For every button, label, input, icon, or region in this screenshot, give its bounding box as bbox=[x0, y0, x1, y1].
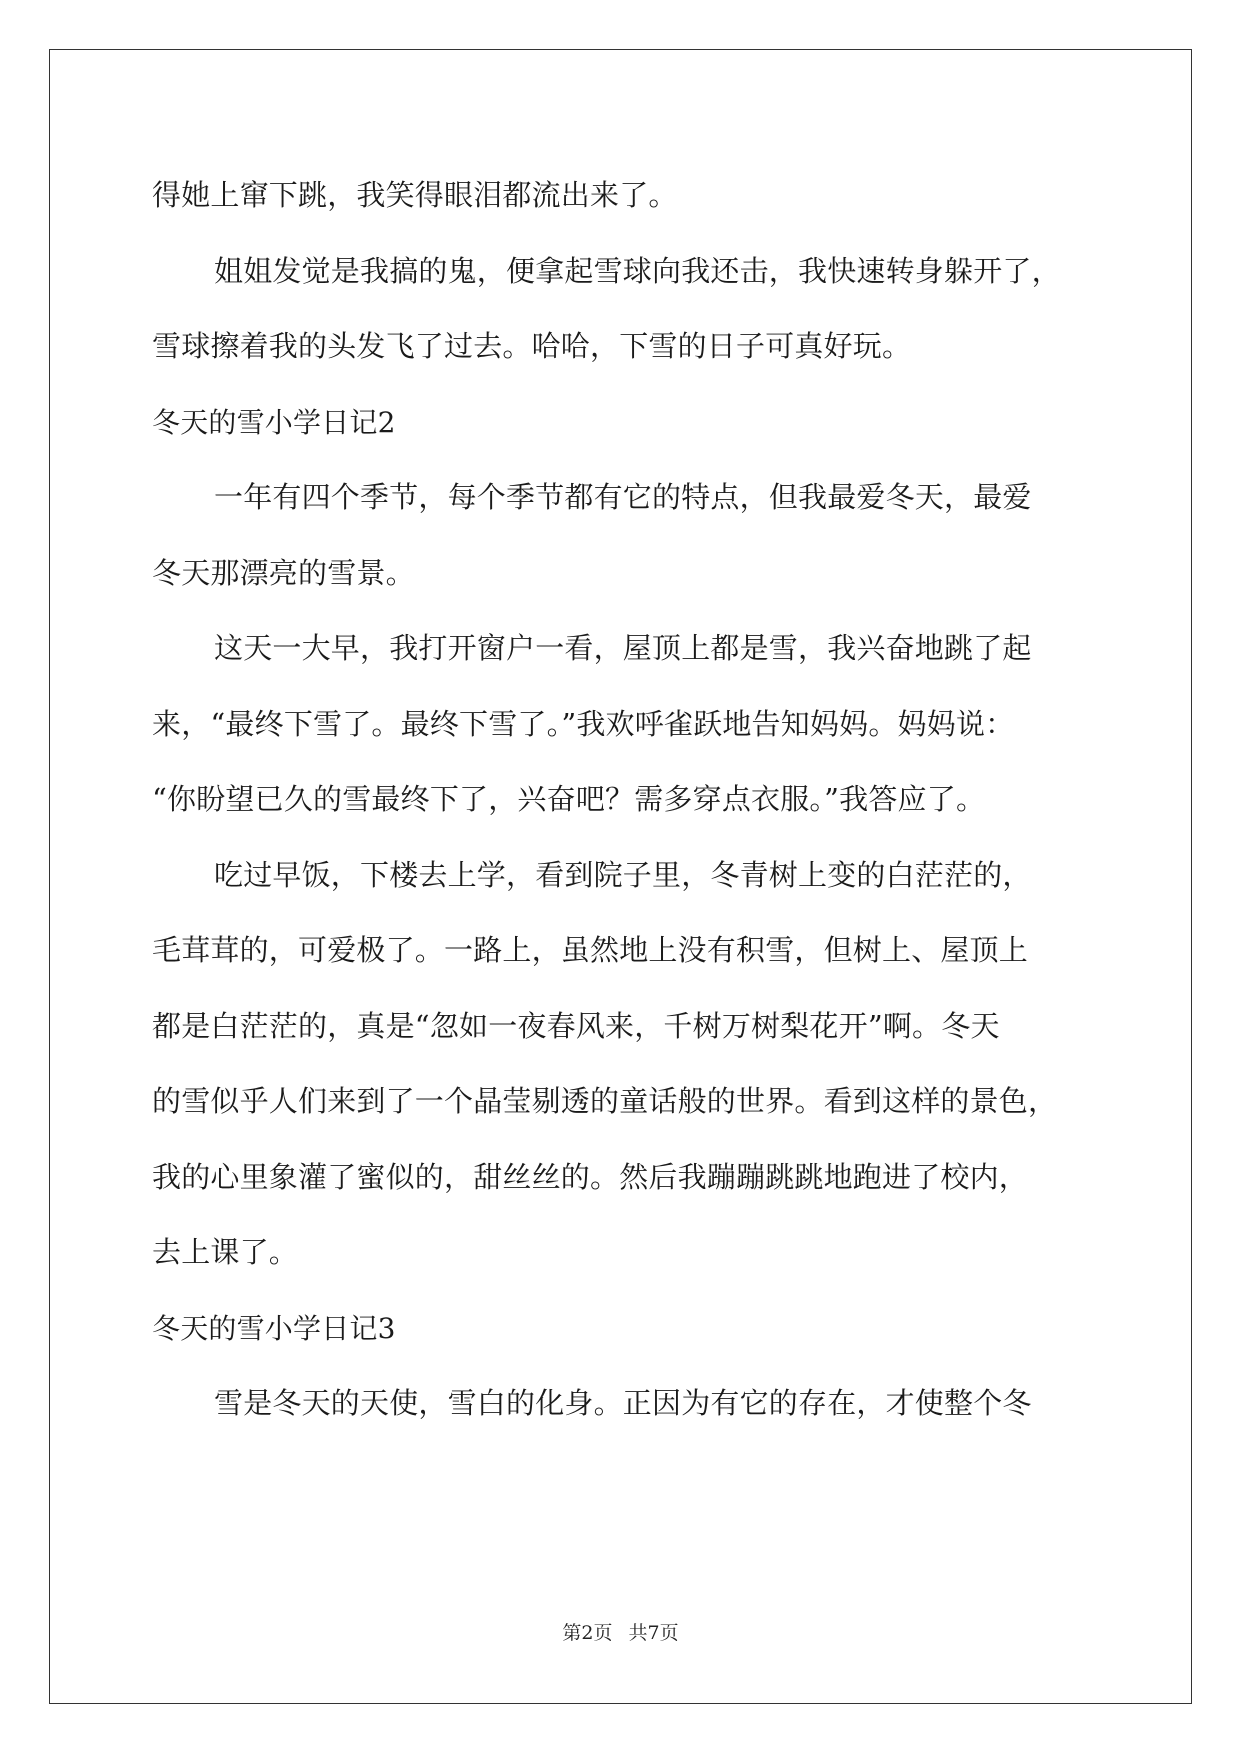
text-line: 雪球擦着我的头发飞了过去。哈哈，下雪的日子可真好玩。 bbox=[152, 329, 912, 363]
text-line: 冬天那漂亮的雪景。 bbox=[152, 555, 415, 590]
text-line: 姐姐发觉是我搞的鬼，便拿起雪球向我还击，我快速转身躲开了， bbox=[214, 253, 1061, 288]
page-total: 共7页 bbox=[628, 1622, 679, 1644]
text-line: 的雪似乎人们来到了一个晶莹剔透的童话般的世界。看到这样的景色， bbox=[152, 1084, 1058, 1118]
text-line: 我的心里象灌了蜜似的，甜丝丝的。然后我蹦蹦跳跳地跑进了校内， bbox=[152, 1159, 1029, 1194]
text-line: 毛茸茸的，可爱极了。一路上，虽然地上没有积雪，但树上、屋顶上 bbox=[152, 933, 1029, 967]
section-heading: 冬天的雪小学日记3 bbox=[152, 1311, 396, 1345]
document-body bbox=[152, 158, 1112, 1442]
text-line: 雪是冬天的天使，雪白的化身。正因为有它的存在，才使整个冬 bbox=[214, 1386, 1032, 1420]
section-heading: 冬天的雪小学日记2 bbox=[152, 405, 396, 439]
text-line: 得她上窜下跳，我笑得眼泪都流出来了。 bbox=[152, 178, 678, 212]
text-line: 来，“最终下雪了。最终下雪了。”我欢呼雀跃地告知妈妈。妈妈说： bbox=[152, 706, 1015, 741]
page-number: 第2页 bbox=[562, 1622, 613, 1644]
text-line: 这天一大早，我打开窗户一看，屋顶上都是雪，我兴奋地跳了起 bbox=[214, 631, 1032, 665]
text-line: “你盼望已久的雪最终下了，兴奋吧？需多穿点衣服。”我答应了。 bbox=[152, 782, 986, 816]
text-line: 去上课了。 bbox=[152, 1235, 299, 1269]
text-line: 一年有四个季节，每个季节都有它的特点，但我最爱冬天，最爱 bbox=[214, 480, 1032, 514]
page-footer bbox=[0, 1618, 1241, 1645]
text-line: 都是白茫茫的，真是“忽如一夜春风来，千树万树梨花开”啊。冬天 bbox=[152, 1008, 1000, 1043]
text-line: 吃过早饭，下楼去上学，看到院子里，冬青树上变的白茫茫的， bbox=[214, 857, 1032, 892]
